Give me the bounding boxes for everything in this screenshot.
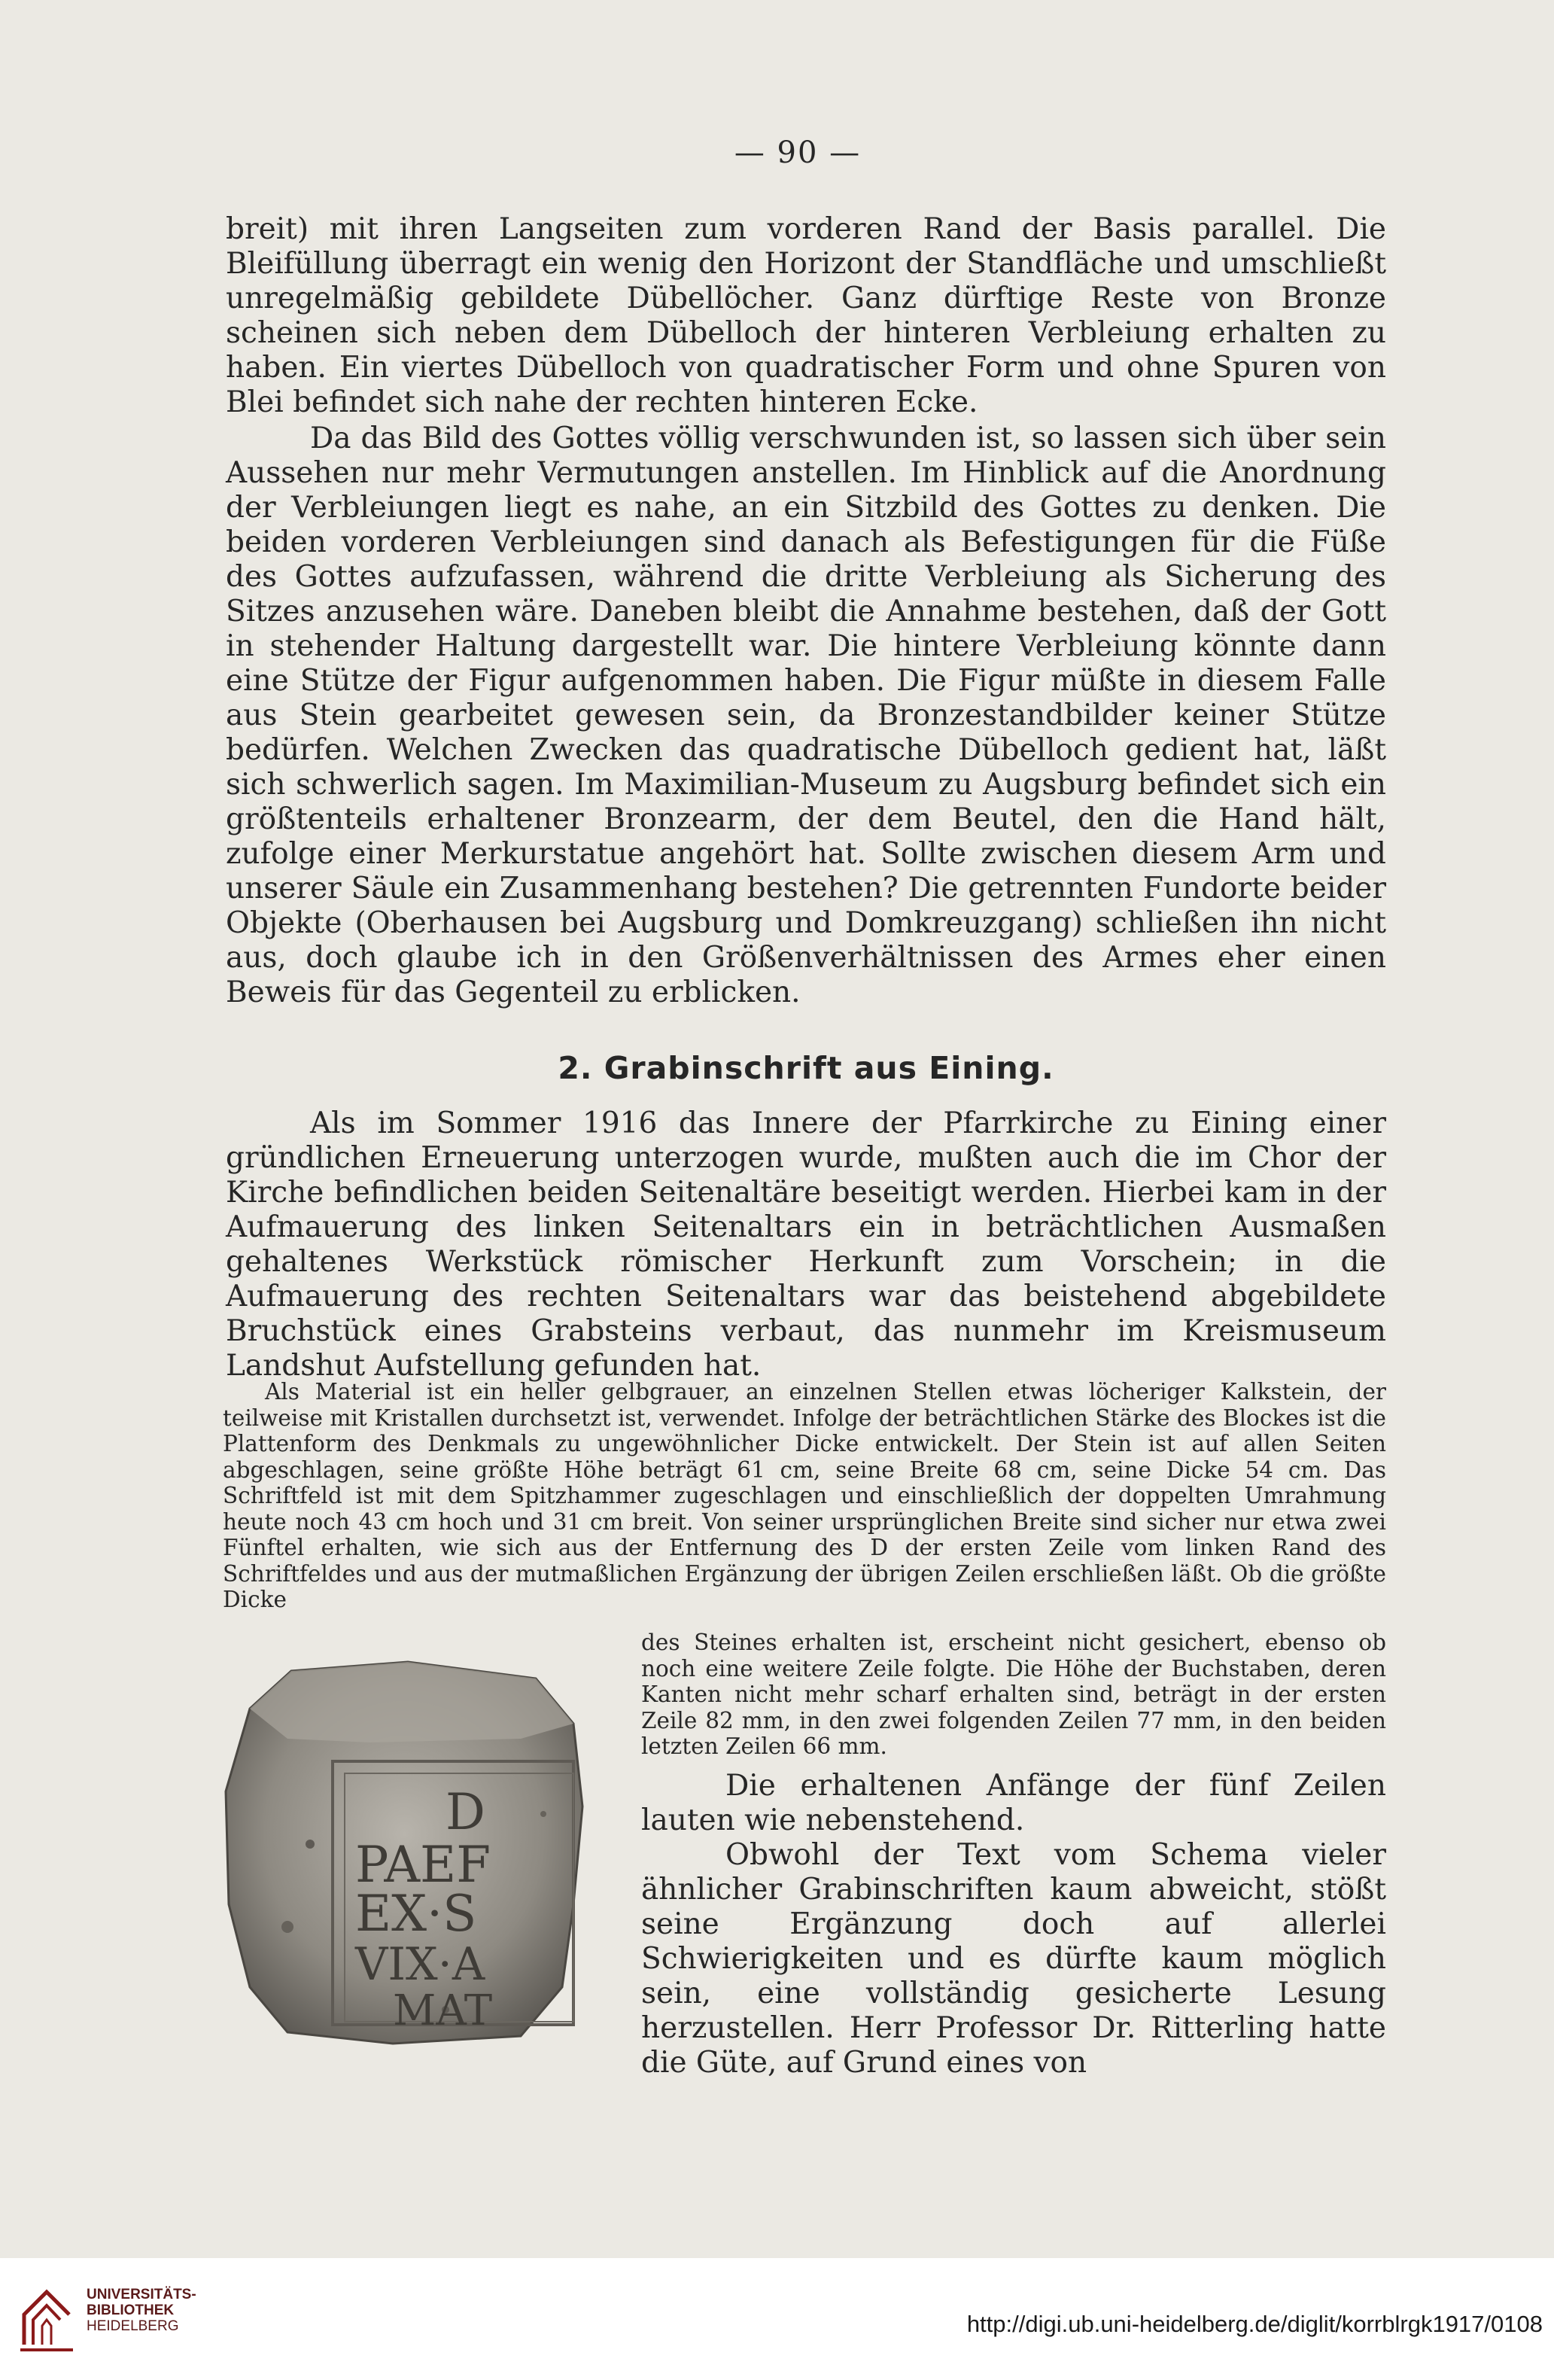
library-logo-icon bbox=[17, 2281, 77, 2356]
paragraph-1: breit) mit ihren Langseiten zum vorderen Rand der Basis parallel. Die Bleifüllung überragt ein wenig den Horizont der Standfläche und umschließt unregelmäßig gebildete Dübellöcher. Ganz dürftige Reste von Bronze scheinen sich neben dem Dübelloch der hinteren Verbleiung erhalten zu haben. Ein viertes Dübelloch von quadratischer Form und ohne Spuren von Blei befindet sich nahe der rechten hinteren Ecke. bbox=[226, 212, 1386, 419]
page-number: — 90 — bbox=[734, 135, 862, 170]
inscription-line-4: VIX·A bbox=[355, 1938, 485, 1991]
permalink-url[interactable]: http://digi.ub.uni-heidelberg.de/diglit/korrblrgk1917/0108 bbox=[966, 2311, 1543, 2337]
paragraph-block-3 bbox=[226, 1106, 1386, 1383]
small-print-right-column bbox=[641, 1630, 1386, 1760]
paragraph-block-2 bbox=[226, 422, 1386, 1010]
library-name-line-3: HEIDELBERG bbox=[87, 2318, 179, 2334]
paragraph-4: Die erhaltenen Anfänge der fünf Zeilen lauten wie nebenstehend. bbox=[641, 1769, 1386, 1837]
paragraph-continued bbox=[226, 212, 1386, 420]
small-print-block bbox=[223, 1379, 1386, 1613]
inscription-line-3: EX·S bbox=[355, 1885, 477, 1943]
small-paragraph-1: Als Material ist ein heller gelbgrauer, an einzelnen Stellen etwas löcheriger Kalkstein, der teilweise mit Kristallen durchsetzt ist, verwendet. Infolge der beträchtlichen Stärke des Blockes ist die Plattenform des Denkmals zu ungewöhnlicher Dicke entwickelt. Der Stein ist auf allen Seiten abgeschlagen, seine größte Höhe beträgt 61 cm, seine Breite 68 cm, seine Dicke 54 cm. Das Schriftfeld ist mit dem Spitzhammer zugeschlagen und einschließlich der doppelten Umrahmung heute noch 43 cm hoch und 31 cm breit. Von seiner ursprünglichen Breite sind sicher nur etwa zwei Fünftel erhalten, wie sich aus der Entfernung des D der ersten Zeile vom linken Rand des Schriftfeldes und aus der mutmaßlichen Ergänzung der übrigen Zeilen erschließen läßt. Ob die größte Dicke bbox=[223, 1379, 1386, 1612]
library-name-line-2: BIBLIOTHEK bbox=[87, 2302, 175, 2318]
inscription-line-2: PAEF bbox=[355, 1836, 491, 1894]
paragraph-2: Da das Bild des Gottes völlig verschwunden ist, so lassen sich über sein Aussehen nur mehr Vermutungen anstellen. Im Hinblick auf die Anordnung der Verbleiungen liegt es nahe, an ein Sitzbild des Gottes zu denken. Die beiden vorderen Verbleiungen sind danach als Befestigungen für die Füße des Gottes aufzufassen, während die dritte Verbleiung als Sicherung des Sitzes anzusehen wäre. Daneben bleibt die Annahme bestehen, daß der Gott in stehender Haltung dargestellt war. Die hintere Verbleiung könnte dann eine Stütze der Figur aufgenommen haben. Die Figur müßte in diesem Falle aus Stein gearbeitet gewesen sein, da Bronzestandbilder keiner Stütze bedürfen. Welchen Zwecken das quadratische Dübelloch gedient hat, läßt sich schwerlich sagen. Im Maximilian-Museum zu Augsburg befindet sich ein größtenteils erhaltener Bronzearm, der dem Beutel, den die Hand hält, zufolge einer Merkurstatue angehört hat. Sollte zwischen diesem Arm und unserer Säule ein Zusammenhang bestehen? Die getrennten Fundorte beider Objekte (Oberhausen bei Augsburg und Domkreuzgang) schließen ihn nicht aus, doch glaube ich in den Größenverhältnissen des Armes eher einen Beweis für das Gegenteil zu erblicken. bbox=[226, 422, 1386, 1009]
paragraph-3: Als im Sommer 1916 das Innere der Pfarrkirche zu Eining einer gründlichen Erneuerung unterzogen wurde, mußten auch die im Chor der Kirche befindlichen beiden Seitenaltäre beseitigt werden. Hierbei kam in der Aufmauerung des linken Seitenaltars ein in beträchtlichen Ausmaßen gehaltenes Werkstück römischer Herkunft zum Vorschein; in die Aufmauerung des rechten Seitenaltars war das beistehend abgebildete Bruchstück eines Grabsteins verbaut, das nunmehr im Kreismuseum Landshut Aufstellung gefunden hat. bbox=[226, 1106, 1386, 1383]
paragraph-5: Obwohl der Text vom Schema vieler ähnlicher Grabinschriften kaum abweicht, stößt seine Ergänzung doch auf allerlei Schwierigkeiten und es dürfte kaum möglich sein, eine vollständig gesicherte Lesung herzustellen. Herr Professor Dr. Ritterling hatte die Güte, auf Grund eines von bbox=[641, 1838, 1386, 2080]
inscription-line-5: MAT bbox=[393, 1986, 493, 2035]
small-paragraph-2: des Steines erhalten ist, erscheint nicht gesichert, ebenso ob noch eine weitere Zeile folgte. Die Höhe der Buchstaben, deren Kanten nicht mehr scharf erhalten sind, beträgt in der ersten Zeile 82 mm, in den zwei folgenden Zeilen 77 mm, in den beiden letzten Zeilen 66 mm. bbox=[641, 1630, 1386, 1759]
library-footer bbox=[0, 2258, 1554, 2380]
library-name bbox=[87, 2287, 196, 2334]
section-heading: 2. Grabinschrift aus Eining. bbox=[558, 1050, 1054, 1086]
inscription-line-1: D bbox=[446, 1783, 485, 1841]
right-column-text bbox=[641, 1769, 1386, 2080]
gravestone-figure bbox=[220, 1656, 587, 2047]
gravestone-photo bbox=[220, 1656, 587, 2047]
library-name-line-1: UNIVERSITÄTS- bbox=[87, 2287, 196, 2302]
